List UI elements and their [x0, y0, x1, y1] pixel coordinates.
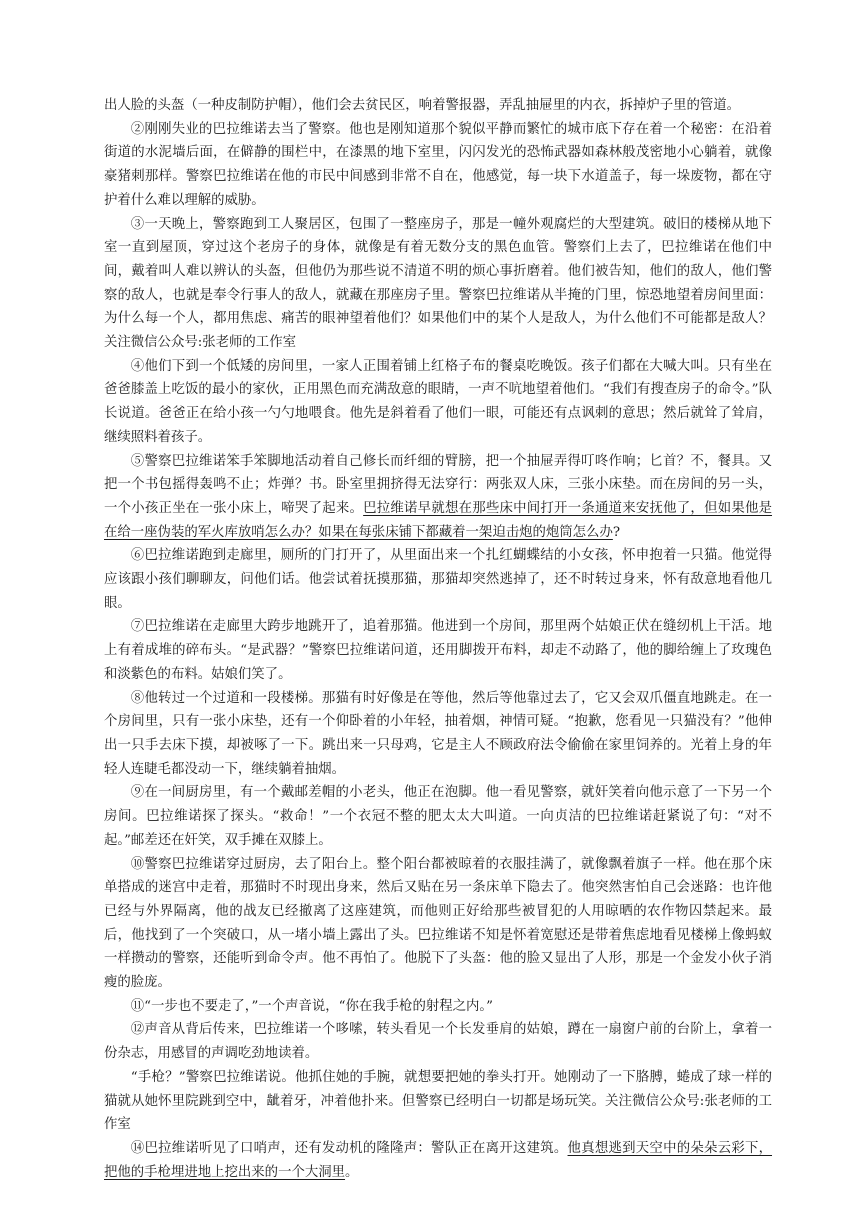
- paragraph: [104, 687, 772, 782]
- paragraph-text: ⑦巴拉维诺在走廊里大跨步地跳开了，追着那猫。他进到一个房间，那里两个姑娘正伏在缝纫机上干活。地上有着成堆的碎布头。“是武器？”警察巴拉维诺问道，还用脚拨开布料，却走不动路了，他的脚给缠上了玫瑰色和淡紫色的布料。姑娘们笑了。: [104, 619, 772, 682]
- paragraph-text: ⑨在一间厨房里，有一个戴邮差帽的小老头，他正在泡脚。他一看见警察，就奸笑着向他示意了一下另一个房间。巴拉维诺探了探头。“救命！”一个衣冠不整的肥太太大叫道。一向贞洁的巴拉维诺赶紧说了句：“对不起。”邮差还在奸笑，双手摊在双膝上。: [104, 785, 772, 848]
- paragraph-text: ⑭巴拉维诺听见了口哨声，还有发动机的隆隆声：警队正在离开这建筑。: [130, 1140, 568, 1156]
- document-body: [104, 94, 772, 1184]
- paragraph-text: ④他们下到一个低矮的房间里，一家人正围着铺上红格子布的餐桌吃晚饭。孩子们都在大喊大叫。只有坐在爸爸膝盖上吃饭的最小的家伙，正用黑色而充满敌意的眼睛，一声不吭地望着他们。“我们有搜查房子的命令。”队长说道。爸爸正在给小孩一勺勺地喂食。他先是斜着看了他们一眼，可能还有点讽刺的意思；然后就耸了耸肩，继续照料着孩子。: [104, 358, 772, 445]
- paragraph: [104, 450, 772, 545]
- paragraph-text: ⑥巴拉维诺跑到走廊里，厕所的门打开了，从里面出来一个扎红蝴蝶结的小女孩，怀申抱着一只猫。他觉得应该跟小孩们聊聊友，问他们话。他尝试着抚摸那猫，那猫却突然逃掉了，还不时转过身来，怀有敌意地看他几眼。: [104, 548, 772, 611]
- paragraph-text: ⑫声音从背后传来，巴拉维诺一个哆嗦，转头看见一个长发垂肩的姑娘，蹲在一扇窗户前的台阶上，拿着一份杂志，用感冒的声调吃劲地读着。: [104, 1022, 772, 1062]
- paragraph-text: ⑧他转过一个过道和一段楼梯。那猫有时好像是在等他，然后等他靠过去了，它又会双爪僵直地跳走。在一个房间里，只有一张小床垫，还有一个仰卧着的小年轻，抽着烟，神情可疑。“抱歉，您看见一只猫没有？”他伸出一只手去床下摸，却被啄了一下。跳出来一只母鸡，它是主人不顾政府法令偷偷在家里饲养的。光着上身的年轻人连睫毛都没动一下，继续躺着抽烟。: [104, 690, 772, 777]
- paragraph: [104, 615, 772, 686]
- paragraph-text: ?: [612, 524, 621, 540]
- paragraph: [104, 355, 772, 450]
- paragraph-text: “手枪？”警察巴拉维诺说。他抓住她的手腕，就想要把她的拳头打开。她刚动了一下胳膊，蜷成了球一样的猫就从她怀里院跳到空中，龇着牙，冲着他扑来。但警察已经明白一切都是场玩笑。关注微信公众号:张老师的工作室: [104, 1069, 772, 1133]
- paragraph-text: ③一天晚上，警察跑到工人聚居区，包围了一整座房子，那是一幢外观腐烂的大型建筑。破旧的楼梯从地下室一直到屋顶，穿过这个老房子的身体，就像是有着无数分支的黑色血管。警察们上去了，巴拉维诺在他们中间，戴着叫人难以辨认的头盔，但他仍为那些说不清道不明的烦心事折磨着。他们被告知，他们的敌人，他们警察的敌人，也就是奉令行事人的敌人，就藏在那座房子里。警察巴拉维诺从半掩的门里，惊恐地望着房间里面：为什么每一个人，都用焦虑、痛苦的眼神望着他们？如果他们中的某个人是敌人，为什么他们不可能都是敌人？关注微信公众号:张老师的工作室: [104, 216, 772, 351]
- paragraph-text: 出人脸的头盔（一种皮制防护帽），他们会去贫民区，响着警报器，弄乱抽屉里的内衣，拆掉炉子里的管道。: [104, 98, 741, 113]
- paragraph: [104, 1018, 772, 1065]
- paragraph: [104, 853, 772, 995]
- paragraph: [104, 1137, 772, 1184]
- underlined-text: 他真想逃到天空中的朵朵云彩下，把他的手枪埋进地上挖出来的一个大洞里: [104, 1140, 773, 1180]
- underlined-text: 巴拉维诺早就想在那些床中间打开一条通道来安抚他了，但如果他是在给一座伪装的军火库放哨怎么办？如果在每张床铺下都藏着一架迫击炮的炮筒怎么办: [104, 500, 773, 540]
- paragraph-text: ⑤警察巴拉维诺笨手笨脚地活动着自己修长而纤细的臂膀，把一个抽屉弄得叮咚作响；匕首？不，餐具。又把一个书包摇得轰鸣不止；炸弹？书。卧室里拥挤得无法穿行：两张双人床，三张小床垫。而在房间的另一头，一个小孩正坐在一张小床上，啼哭了起来。: [104, 453, 772, 516]
- paragraph-text: 。: [345, 1164, 359, 1180]
- paragraph: [104, 118, 772, 213]
- paragraph: [104, 94, 772, 118]
- paragraph-text: ⑩警察巴拉维诺穿过厨房，去了阳台上。整个阳台都被晾着的衣服挂满了，就像飘着旗子一样。他在那个床单搭成的迷宫中走着，那猫时不时现出身来，然后又贴在另一条床单下隐去了。他突然害怕自己会迷路：也许他已经与外界隔离，他的战友已经撤离了这座建筑，而他则正好给那些被冒犯的人用晾晒的农作物囚禁起来。最后，他找到了一个突破口，从一堵小墙上露出了头。巴拉维诺不知是怀着宽慰还是带着焦虑地看见楼梯上像蚂蚁一样攒动的警察，还能听到命令声。他不再怕了。他脱下了头盔：他的脸又显出了人形，那是一个金发小伙子消瘦的脸庞。: [104, 856, 772, 991]
- paragraph: [104, 544, 772, 615]
- paragraph-text: ②刚刚失业的巴拉维诺去当了警察。他也是刚知道那个貌似平静而繁忙的城市底下存在着一个秘密：在沿着街道的水泥墙后面，在僻静的围栏中，在漆黑的地下室里，闪闪发光的恐怖武器如森林般茂密地小心躺着，就像豪猪刺那样。警察巴拉维诺在他的市民中间感到非常不自在，他感觉，每一块下水道盖子，每一垛废物，都在守护着什么难以理解的威胁。: [104, 121, 772, 208]
- paragraph: [104, 781, 772, 852]
- paragraph: [104, 213, 772, 355]
- paragraph: [104, 1066, 772, 1137]
- paragraph: [104, 995, 772, 1019]
- paragraph-text: ⑪“一步也不要走了，”一个声音说，“你在我手枪的射程之内。”: [130, 998, 493, 1014]
